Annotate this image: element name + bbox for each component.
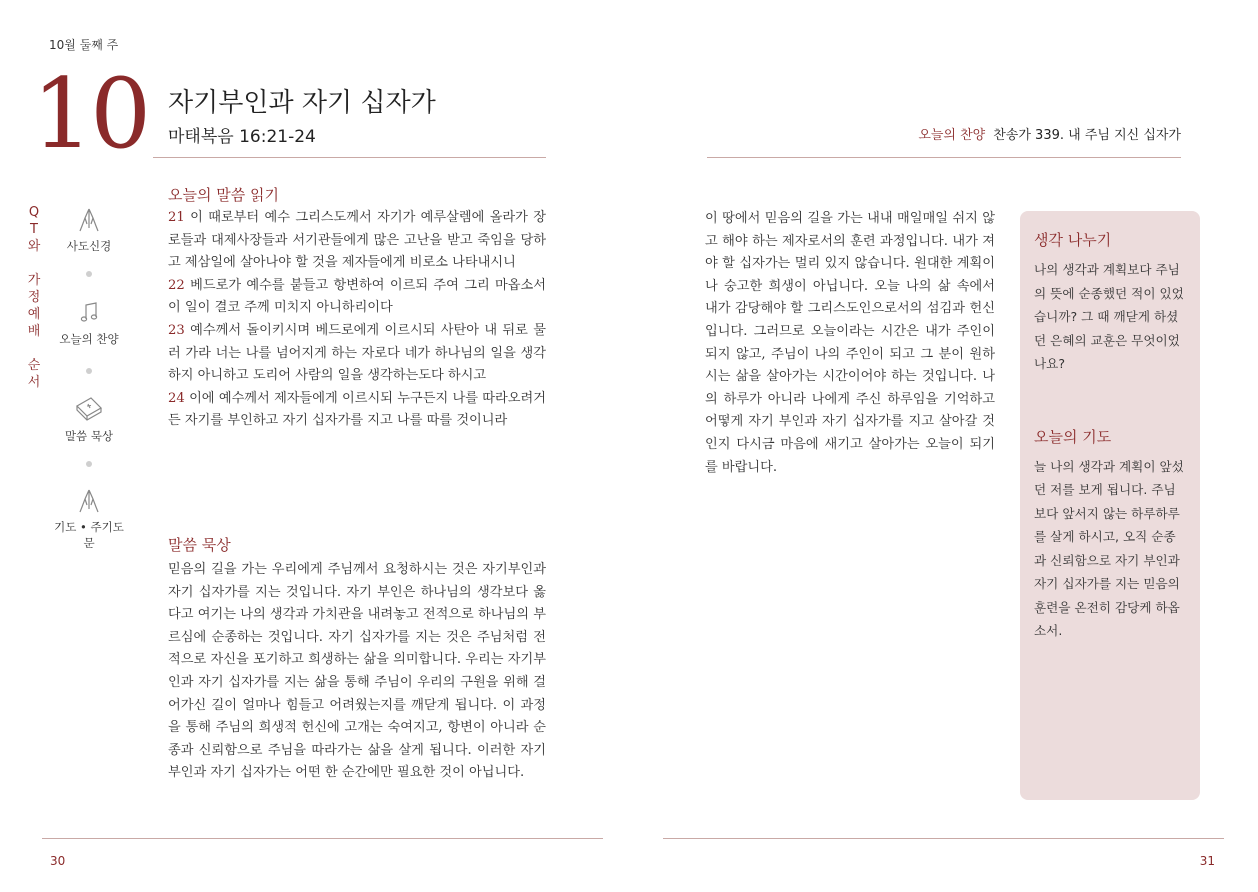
chapter-number: 10	[32, 58, 149, 170]
footer-rule-right	[663, 838, 1224, 839]
page-title: 자기부인과 자기 십자가	[168, 88, 436, 118]
praying-hands-icon	[75, 206, 103, 234]
page-number-left: 30	[50, 854, 66, 868]
step-label: 기도 • 주기도문	[54, 520, 124, 550]
reading-heading: 오늘의 말씀 읽기	[168, 186, 279, 204]
verse	[168, 388, 546, 433]
verse-number: 24	[168, 390, 185, 406]
prayer-heading: 오늘의 기도	[1034, 427, 1112, 446]
praying-hands-icon	[75, 487, 103, 515]
step-label: 사도신경	[66, 239, 112, 253]
verse	[168, 320, 546, 388]
vertical-label-char	[26, 340, 42, 357]
prayer-text: 늘 나의 생각과 계획이 앞섰던 저를 보게 됩니다. 주님보다 앞서지 않는 하루하루를 살게 하시고, 오직 순종과 신뢰함으로 자기 부인과 자기 십자가를 지는 믿음의 훈련을 온전히 감당케 하옵소서.	[1034, 458, 1184, 638]
vertical-label-char: 순	[27, 358, 41, 373]
vertical-label-char: Q	[28, 205, 40, 220]
verse-text: 이 때로부터 예수 그리스도께서 자기가 예루살렘에 올라가 장로들과 대제사장들과 서기관들에게 많은 고난을 받고 죽임을 당하고 제삼일에 살아나야 할 것을 제자들에게 비로소 나타내시니	[168, 210, 546, 271]
meditation-heading: 말씀 묵상	[168, 536, 231, 554]
bible-icon	[73, 394, 105, 424]
header-rule-left	[153, 157, 546, 158]
step-dot	[86, 461, 92, 467]
verse-list	[168, 207, 546, 433]
vertical-label-char: T	[30, 222, 38, 237]
vertical-label-char	[26, 255, 42, 272]
footer-rule-left	[42, 838, 603, 839]
verse	[168, 275, 546, 320]
share-text: 나의 생각과 계획보다 주님의 뜻에 순종했던 적이 있었습니까? 그 때 깨닫게 하셨던 은혜의 교훈은 무엇이었나요?	[1034, 262, 1184, 371]
step-meditation	[54, 394, 124, 444]
reading-section	[168, 184, 546, 433]
step-apostles-creed	[54, 206, 124, 254]
share-heading: 생각 나누기	[1034, 231, 1112, 249]
vertical-label	[26, 204, 42, 391]
meditation-continuation: 이 땅에서 믿음의 길을 가는 내내 매일매일 쉬지 않고 해야 하는 제자로서의 훈련 과정입니다. 내가 져야 할 십자가는 멀리 있지 않습니다. 원대한 계획이나 숭고한 희생이 아닙니다. 오늘 나의 삶 속에서 내가 감당해야 할 그리스도인으로서의 섬김과 헌신입니다. 그러므로 오늘이라는 시간은 내가 주인이 되지 않고, 주님이 나의 주인이 되고 그 분이 원하시는 삶을 살아가는 시간이어야 하는 것입니다. 나의 하루가 아니라 나에게 주신 하루임을 기억하고 어떻게 자기 부인과 자기 십자가를 지고 살아갈 것인지 다시금 마음에 새기고 살아가는 오늘이 되기를 바랍니다.	[705, 211, 995, 475]
step-label: 말씀 묵상	[64, 429, 114, 443]
vertical-label-char: 가	[27, 273, 41, 288]
verse	[168, 207, 546, 275]
verse-number: 23	[168, 322, 185, 338]
music-note-icon	[75, 299, 103, 327]
step-prayer	[54, 487, 124, 551]
page-number-right: 31	[1199, 854, 1215, 868]
verse-number: 21	[168, 210, 185, 225]
vertical-label-char: 예	[27, 307, 41, 322]
vertical-label-char: 정	[27, 290, 41, 305]
verse-text: 베드로가 예수를 붙들고 항변하여 이르되 주여 그리 마옵소서 이 일이 결코 주께 미치지 아니하리이다	[168, 277, 546, 316]
step-label: 오늘의 찬양	[59, 332, 119, 346]
meditation-text: 믿음의 길을 가는 우리에게 주님께서 요청하시는 것은 자기부인과 자기 십자가를 지는 것입니다. 자기 부인은 하나님의 생각보다 옳다고 여기는 나의 생각과 가치관을 내려놓고 전적으로 하나님의 부르심에 순종하는 것입니다. 자기 십자가를 지는 것은 주님처럼 전적으로 자신을 포기하고 희생하는 삶을 의미합니다. 우리는 자기부인과 자기 십자가를 지는 삶을 통해 주님이 우리의 구원을 위해 걸어가신 길이 얼마나 힘들고 어려웠는지를 깨닫게 됩니다. 이 과정을 통해 주님의 희생적 헌신에 고개는 숙여지고, 항변이 아니라 순종과 신뢰함으로 주님을 따라가는 삶을 살게 됩니다. 이러한 자기 부인과 자기 십자가는 어떤 한 순간에만 필요한 것이 아닙니다.	[168, 562, 546, 781]
meditation-section	[168, 534, 546, 785]
step-hymn	[54, 299, 124, 347]
vertical-label-char: 서	[27, 375, 41, 390]
step-dot	[86, 271, 92, 277]
hymn-value: 찬송가 339. 내 주님 지신 십자가	[993, 128, 1181, 143]
vertical-label-char: 배	[27, 324, 41, 339]
scripture-reference: 마태복음 16:21-24	[168, 127, 316, 147]
hymn-label: 오늘의 찬양	[918, 128, 986, 143]
verse-text: 이에 예수께서 제자들에게 이르시되 누구든지 나를 따라오려거든 자기를 부인하고 자기 십자가를 지고 나를 따를 것이니라	[168, 390, 546, 429]
verse-text: 예수께서 돌이키시며 베드로에게 이르시되 사탄아 내 뒤로 물러 가라 너는 나를 넘어지게 하는 자로다 네가 하나님의 일을 생각하지 아니하고 도리어 사람의 일을 생각하는도다 하시고	[168, 322, 546, 384]
hymn-line	[918, 124, 1181, 143]
step-dot	[86, 368, 92, 374]
vertical-label-char: 와	[27, 239, 41, 254]
week-label: 10월 둘째 주	[49, 38, 119, 52]
verse-number: 22	[168, 277, 185, 293]
header-rule-right	[707, 157, 1181, 158]
reflection-box	[1020, 211, 1200, 800]
